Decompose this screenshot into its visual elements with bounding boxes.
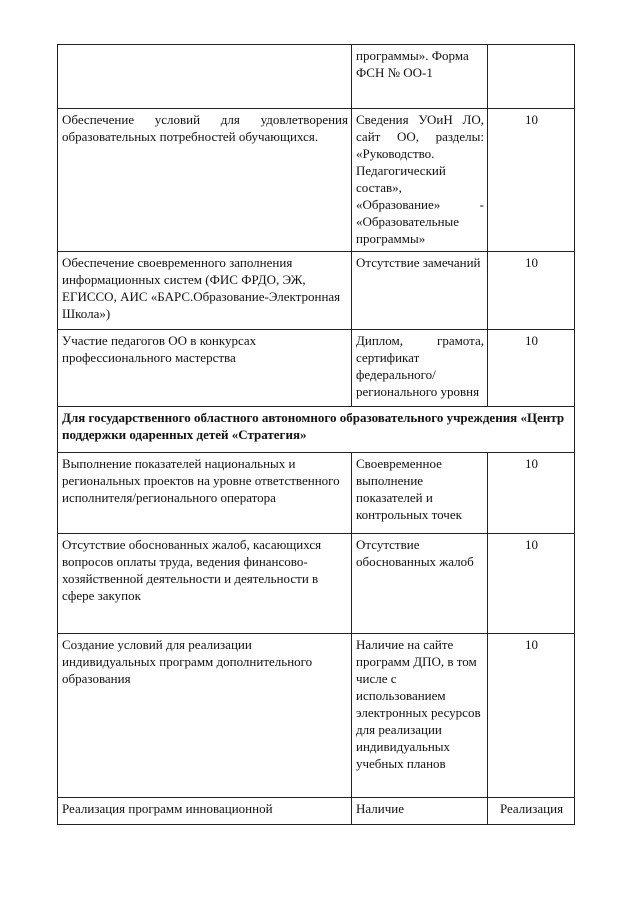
criterion-cell: Отсутствие обоснованных жалоб, касающихся вопросов оплаты труда, ведения финансово-хозяйственной деятельности и деятельности в сфере закупок (58, 534, 352, 634)
score-cell: Реализация (488, 798, 575, 825)
criterion-cell: Обеспечение условий для удовлетворения образовательных потребностей обучающихся. (58, 109, 352, 252)
criterion-cell: Реализация программ инновационной (58, 798, 352, 825)
evidence-cell: Наличие (352, 798, 488, 825)
evidence-cell: Отсутствие замечаний (352, 252, 488, 330)
table-row (58, 453, 575, 534)
criterion-cell: Участие педагогов ОО в конкурсах профессионального мастерства (58, 330, 352, 407)
table-row (58, 798, 575, 825)
criteria-table (57, 44, 575, 825)
score-cell: 10 (488, 252, 575, 330)
criterion-cell: Создание условий для реализации индивидуальных программ дополнительного образования (58, 634, 352, 798)
section-title: Для государственного областного автономного образовательного учреждения «Центр поддержки одаренных детей «Стратегия» (58, 407, 575, 453)
evidence-cell: Отсутствие обоснованных жалоб (352, 534, 488, 634)
score-cell (488, 45, 575, 109)
criterion-cell: Выполнение показателей национальных и региональных проектов на уровне ответственного исполнителя/регионального оператора (58, 453, 352, 534)
score-cell: 10 (488, 330, 575, 407)
table-row (58, 45, 575, 109)
score-cell: 10 (488, 534, 575, 634)
score-cell: 10 (488, 634, 575, 798)
evidence-cell: Наличие на сайте программ ДПО, в том числе с использованием электронных ресурсов для реализации индивидуальных учебных планов (352, 634, 488, 798)
section-row (58, 407, 575, 453)
table-row (58, 534, 575, 634)
score-cell: 10 (488, 453, 575, 534)
evidence-cell: Своевременное выполнение показателей и контрольных точек (352, 453, 488, 534)
criterion-cell: Обеспечение своевременного заполнения информационных систем (ФИС ФРДО, ЭЖ, ЕГИССО, АИС «БАРС.Образование-Электронная Школа») (58, 252, 352, 330)
evidence-cell: Сведения УОиН ЛО, сайт ОО, разделы: «Руководство. Педагогический состав», «Образование» - «Образовательные программы» (352, 109, 488, 252)
table-row (58, 252, 575, 330)
table-row (58, 330, 575, 407)
table-row (58, 109, 575, 252)
criterion-cell (58, 45, 352, 109)
evidence-cell: программы». Форма ФСН № ОО-1 (352, 45, 488, 109)
score-cell: 10 (488, 109, 575, 252)
table-row (58, 634, 575, 798)
evidence-cell: Диплом, грамота, сертификат федерального/регионального уровня (352, 330, 488, 407)
